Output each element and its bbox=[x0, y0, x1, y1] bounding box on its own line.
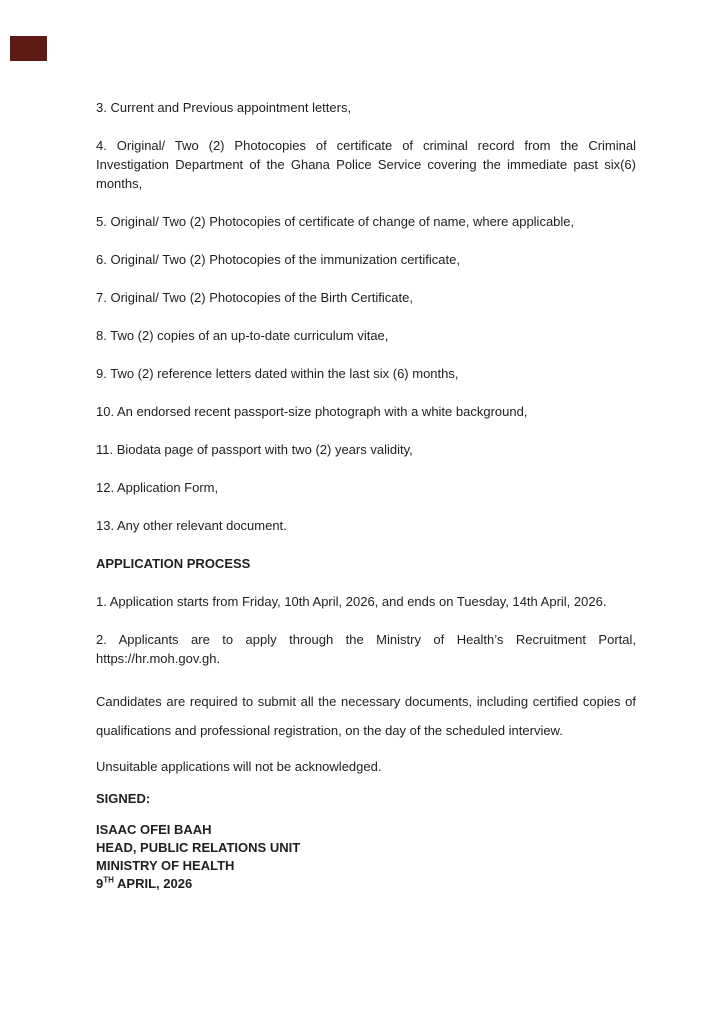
signed-label: SIGNED: bbox=[96, 791, 151, 806]
requirement-item-13: 13. Any other relevant document. bbox=[96, 518, 287, 533]
process-step-1: 1. Application starts from Friday, 10th April, 2026, and ends on Tuesday, 14th April, 2026. bbox=[96, 594, 607, 609]
application-process-heading: APPLICATION PROCESS bbox=[96, 556, 251, 571]
requirement-item-7: 7. Original/ Two (2) Photocopies of the Birth Certificate, bbox=[96, 290, 413, 305]
candidates-note: Candidates are required to submit all the necessary documents, including certified copies of qualifications and professional registration, on the day of the scheduled interview. bbox=[96, 694, 636, 738]
document-body bbox=[96, 98, 636, 893]
requirement-item-12: 12. Application Form, bbox=[96, 480, 219, 495]
signature-date-day: 9 bbox=[96, 876, 104, 891]
signature-title: HEAD, PUBLIC RELATIONS UNIT bbox=[96, 840, 301, 855]
requirement-item-3: 3. Current and Previous appointment letters, bbox=[96, 100, 352, 115]
requirement-item-10: 10. An endorsed recent passport-size photograph with a white background, bbox=[96, 404, 528, 419]
requirement-item-9: 9. Two (2) reference letters dated within the last six (6) months, bbox=[96, 366, 459, 381]
signature-org: MINISTRY OF HEALTH bbox=[96, 858, 235, 873]
unsuitable-note: Unsuitable applications will not be acknowledged. bbox=[96, 759, 382, 774]
requirement-item-4: 4. Original/ Two (2) Photocopies of certificate of criminal record from the Criminal Investigation Department of the Ghana Police Service covering the immediate past six(6) months, bbox=[96, 138, 636, 191]
requirement-item-6: 6. Original/ Two (2) Photocopies of the immunization certificate, bbox=[96, 252, 460, 267]
signature-date-ordinal: TH bbox=[103, 875, 114, 885]
signature-date bbox=[96, 875, 636, 893]
signature-block bbox=[96, 821, 636, 893]
signature-name: ISAAC OFEI BAAH bbox=[96, 822, 212, 837]
requirement-item-11: 11. Biodata page of passport with two (2) years validity, bbox=[96, 442, 413, 457]
page-corner-mark bbox=[10, 36, 47, 61]
signature-date-rest: APRIL, 2026 bbox=[113, 876, 193, 891]
requirement-item-8: 8. Two (2) copies of an up-to-date curriculum vitae, bbox=[96, 328, 389, 343]
process-step-2: 2. Applicants are to apply through the Ministry of Health’s Recruitment Portal, https://hr.moh.gov.gh. bbox=[96, 632, 636, 666]
requirement-item-5: 5. Original/ Two (2) Photocopies of certificate of change of name, where applicable, bbox=[96, 214, 575, 229]
